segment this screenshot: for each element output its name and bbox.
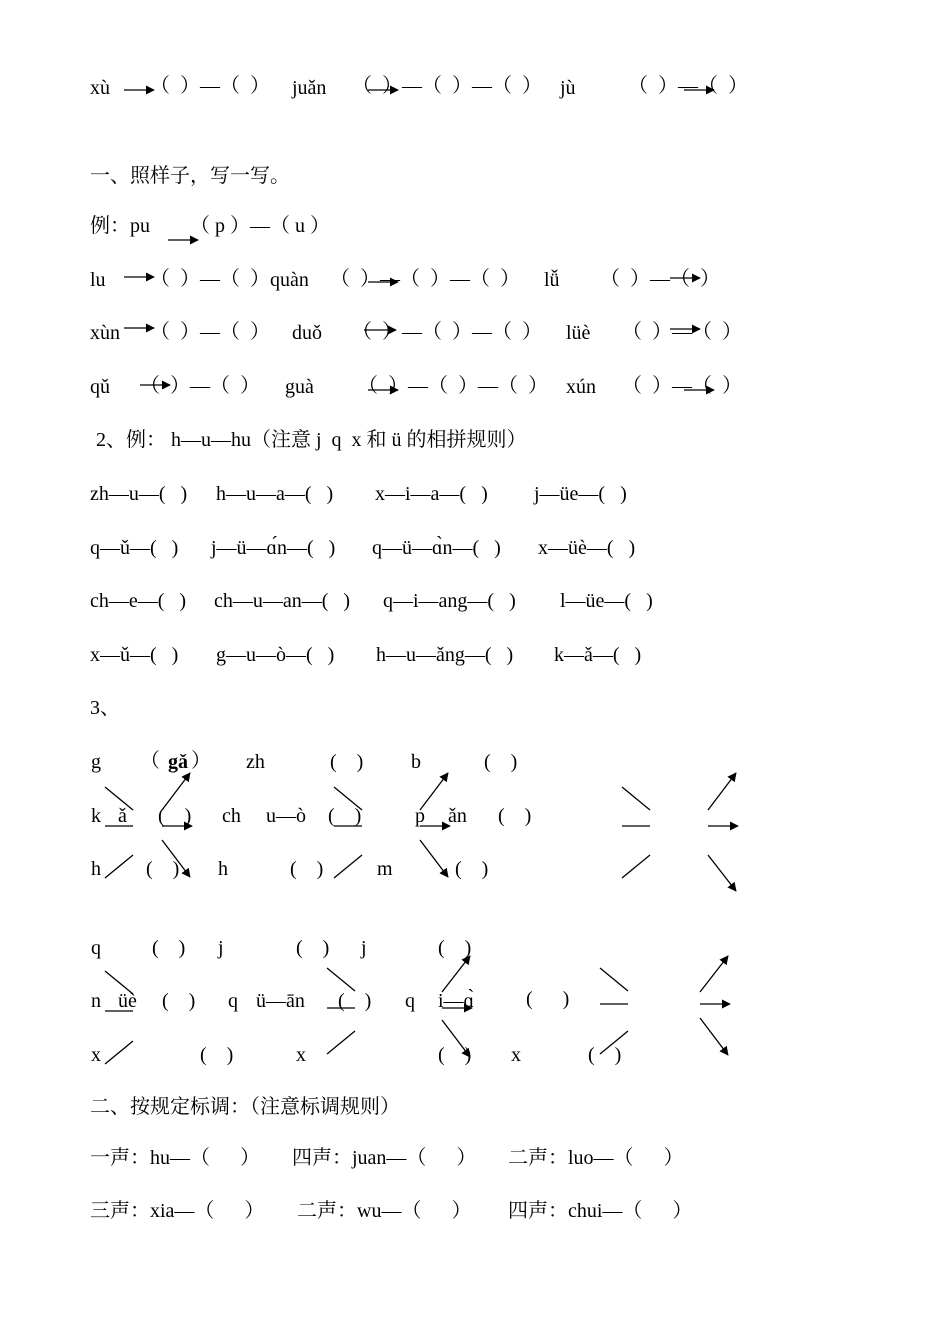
arrow-icon: [420, 840, 448, 877]
initial: x: [511, 1044, 521, 1066]
final: ǎ: [118, 805, 127, 827]
tone-exercise: 一声：hu—（ ）: [90, 1147, 260, 1169]
answer-blank: ( ): [438, 1044, 472, 1066]
answer-blank: ( ): [290, 858, 324, 880]
arrow-icon: [708, 855, 736, 891]
initial: j: [218, 937, 224, 959]
exercise: q—ǔ—( ): [90, 537, 179, 559]
tone-exercise: 四声：juan—（ ）: [292, 1147, 477, 1169]
exercise: h—u—a—( ): [216, 483, 334, 505]
section-title: 3、: [90, 697, 120, 719]
syllable: qǔ: [90, 376, 110, 398]
initial: q: [405, 990, 415, 1012]
initial: q: [228, 990, 238, 1012]
answer-blank: ( ): [455, 858, 489, 880]
initial: n: [91, 990, 101, 1012]
initial: m: [377, 858, 393, 880]
exercise: l—üe—( ): [560, 590, 653, 612]
tone-exercise: 二声：luo—（ ）: [508, 1147, 684, 1169]
exercise: x—i—a—( ): [375, 483, 488, 505]
final: ǎn: [448, 805, 467, 827]
exercise: ch—e—( ): [90, 590, 187, 612]
syllable: lüè: [566, 322, 591, 344]
answer-blank: ( ): [152, 937, 186, 959]
example-answer: gǎ: [168, 751, 188, 773]
exercise: k—ǎ—( ): [554, 644, 642, 666]
answer-blank: ( ): [162, 990, 196, 1012]
syllable: xù: [90, 77, 110, 99]
syllable: lu: [90, 269, 106, 291]
answer-blanks: （ ）—（ ）: [622, 375, 742, 397]
syllable: jù: [560, 77, 576, 99]
tone-exercise: 四声：chui—（ ）: [508, 1200, 693, 1222]
section-title: 一、照样子，写一写。: [90, 165, 290, 187]
initial: p: [415, 805, 425, 827]
answer-blank: ( ): [200, 1044, 234, 1066]
syllable: guà: [285, 376, 314, 398]
answer-blanks: （ ）—（ ）—（ ）: [330, 268, 520, 290]
paren: ）: [191, 750, 211, 772]
answer-blanks: （ p ）—（ u ）: [190, 215, 330, 237]
arrow-icon: [700, 1018, 728, 1055]
answer-blanks: （ ）—（ ）: [140, 375, 260, 397]
initial: x: [91, 1044, 101, 1066]
exercise: zh—u—( ): [90, 483, 188, 505]
initial: b: [411, 751, 421, 773]
answer-blanks: （ ）—（ ）—（ ）: [352, 75, 542, 97]
initial: h: [91, 858, 101, 880]
section-title: 二、按规定标调：（注意标调规则）: [90, 1096, 400, 1118]
exercise: q—i—ang—( ): [383, 590, 516, 612]
initial: ch: [222, 805, 241, 827]
exercise: q—ü—ɑ̀n—( ): [372, 537, 501, 559]
answer-blank: ( ): [588, 1044, 622, 1066]
arrow-icon: [700, 956, 728, 992]
initial: zh: [246, 751, 265, 773]
answer-blank: ( ): [328, 805, 362, 827]
section-title: 2、例： h—u—hu（注意 j q x 和 ü 的相拼规则）: [96, 429, 527, 451]
final: üè: [118, 990, 137, 1012]
initial: q: [91, 937, 101, 959]
answer-blanks: （ ）—（ ）: [600, 268, 720, 290]
exercise: x—üè—( ): [538, 537, 636, 559]
syllable: quàn: [270, 269, 309, 291]
exercise: h—u—ǎng—( ): [376, 644, 514, 666]
answer-blank: ( ): [484, 751, 518, 773]
final: ü—ān: [256, 990, 305, 1012]
initial: h: [218, 858, 228, 880]
answer-blank: ( ): [438, 937, 472, 959]
answer-blanks: （ ）—（ ）: [150, 321, 270, 343]
initial: g: [91, 751, 101, 773]
arrow-icon: [708, 773, 736, 810]
tone-exercise: 三声：xia—（ ）: [90, 1200, 265, 1222]
answer-blanks: （ ）—（ ）: [628, 75, 748, 97]
answer-blank: ( ): [498, 805, 532, 827]
example-label: 例：pu: [90, 215, 150, 237]
paren: （: [140, 750, 160, 772]
answer-blank: ( ): [338, 990, 372, 1012]
syllable: xún: [566, 376, 596, 398]
tone-exercise: 二声：wu—（ ）: [297, 1200, 472, 1222]
initial: x: [296, 1044, 306, 1066]
answer-blank: ( ): [296, 937, 330, 959]
initial: j: [361, 937, 367, 959]
arrow-icon: [442, 956, 470, 992]
answer-blanks: （ ）—（ ）—（ ）: [358, 375, 548, 397]
answer-blank: ( ): [158, 805, 192, 827]
syllable: duǒ: [292, 322, 322, 344]
final: i—ɑ̀: [438, 990, 475, 1012]
answer-blanks: （ ）—（ ）—（ ）: [352, 321, 542, 343]
exercise: x—ǔ—( ): [90, 644, 179, 666]
exercise: j—ü—ɑ́n—( ): [211, 537, 336, 559]
final: u—ò: [266, 805, 306, 827]
exercise: ch—u—an—( ): [214, 590, 351, 612]
initial: k: [91, 805, 101, 827]
answer-blanks: （ ）—（ ）: [150, 268, 270, 290]
exercise: g—u—ò—( ): [216, 644, 335, 666]
answer-blank: ( ): [526, 988, 570, 1010]
syllable: juǎn: [292, 77, 327, 99]
answer-blanks: （ ）—（ ）: [150, 75, 270, 97]
answer-blanks: （ ）—（ ）: [622, 321, 742, 343]
answer-blank: ( ): [146, 858, 180, 880]
syllable: xùn: [90, 322, 120, 344]
exercise: j—üe—( ): [534, 483, 627, 505]
answer-blank: ( ): [330, 751, 364, 773]
syllable: lǚ: [544, 269, 560, 291]
